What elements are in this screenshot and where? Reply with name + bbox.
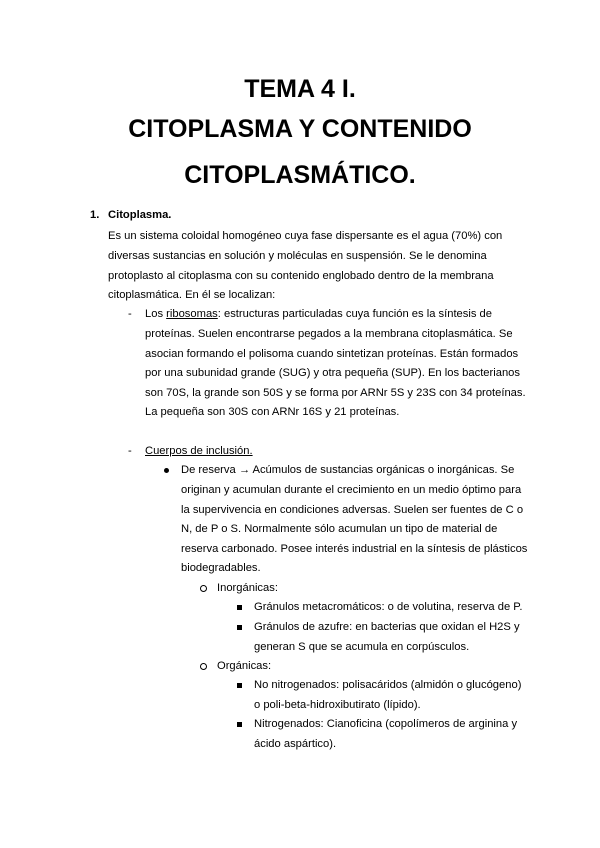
ribosomas-line: por una subunidad grande (SUG) y otra pequeña (SUP). En los bacterianos (145, 367, 520, 379)
inorganicas-label: Inorgánicas: (217, 582, 278, 594)
intro-line: citoplasmática. En él se localizan: (108, 289, 276, 301)
organicas-item: ácido aspártico). (254, 738, 337, 750)
section-number: 1. (90, 209, 100, 221)
inorganicas-item: Gránulos metacromáticos: o de volutina, reserva de P. (254, 601, 523, 613)
title-line-2: CITOPLASMA Y CONTENIDO (128, 115, 472, 143)
reserva-line: N, de P o S. Normalmente sólo acumulan un tipo de material de (181, 523, 498, 535)
bullet-square-icon (237, 605, 242, 610)
organicas-item: Nitrogenados: Cianoficina (copolímeros de arginina y (254, 718, 518, 730)
title-line-1: TEMA 4 I. (244, 75, 356, 103)
reserva-line: la supervivencia en condiciones adversas. Suelen ser fuentes de C o (181, 504, 524, 516)
title-line-3: CITOPLASMÁTICO. (184, 161, 416, 189)
section-heading: Citoplasma. (108, 209, 172, 221)
ribosomas-prefix: Los (145, 308, 167, 320)
bullet-square-icon (237, 722, 242, 727)
inclusion-term: Cuerpos de inclusión. (145, 445, 253, 457)
ribosomas-line: proteínas. Suelen encontrarse pegados a la membrana citoplasmática. Se (145, 328, 513, 340)
reserva-line: originan y acumulan durante el crecimiento en un medio óptimo para (181, 484, 522, 496)
reserva-line: De reserva → Acúmulos de sustancias orgánicas o inorgánicas. Se (181, 464, 515, 476)
bullet-square-icon (237, 625, 242, 630)
dash-marker: - (128, 308, 132, 320)
organicas-item: o poli-beta-hidroxibutirato (lípido). (254, 699, 421, 711)
ribosomas-first-line (145, 306, 492, 322)
reserva-line: reserva carbonado. Posee interés industrial en la síntesis de plásticos (181, 543, 528, 555)
organicas-item: No nitrogenados: polisacáridos (almidón o glucógeno) (254, 679, 522, 691)
reserva-line: biodegradables. (181, 562, 261, 574)
dash-marker: - (128, 445, 132, 457)
bullet-square-icon (237, 683, 242, 688)
inorganicas-item: generan S que se acumula en corpúsculos. (254, 641, 470, 653)
intro-line: diversas sustancias en solución y moléculas en suspensión. Se le denomina (108, 250, 487, 262)
ribosomas-term: ribosomas (166, 308, 218, 320)
organicas-label: Orgánicas: (217, 660, 272, 672)
ribosomas-first-rest: : estructuras particuladas cuya función es la síntesis de (217, 308, 493, 320)
ribosomas-line: son 70S, la grande son 50S y se forma por ARNr 5S y 23S con 34 proteínas. (145, 387, 526, 399)
ribosomas-line: La pequeña son 30S con ARNr 16S y 21 proteínas. (145, 406, 400, 418)
ribosomas-line: asocian formando el polisoma cuando sintetizan proteínas. Están formados (145, 348, 519, 360)
bullet-dot-icon (164, 468, 169, 473)
inorganicas-item: Gránulos de azufre: en bacterias que oxidan el H2S y (254, 621, 520, 633)
bullet-circle-icon (200, 585, 207, 592)
intro-line: Es un sistema coloidal homogéneo cuya fase dispersante es el agua (70%) con (108, 230, 503, 242)
bullet-circle-icon (200, 663, 207, 670)
intro-line: protoplasto al citoplasma con su contenido englobado dentro de la membrana (108, 270, 494, 282)
